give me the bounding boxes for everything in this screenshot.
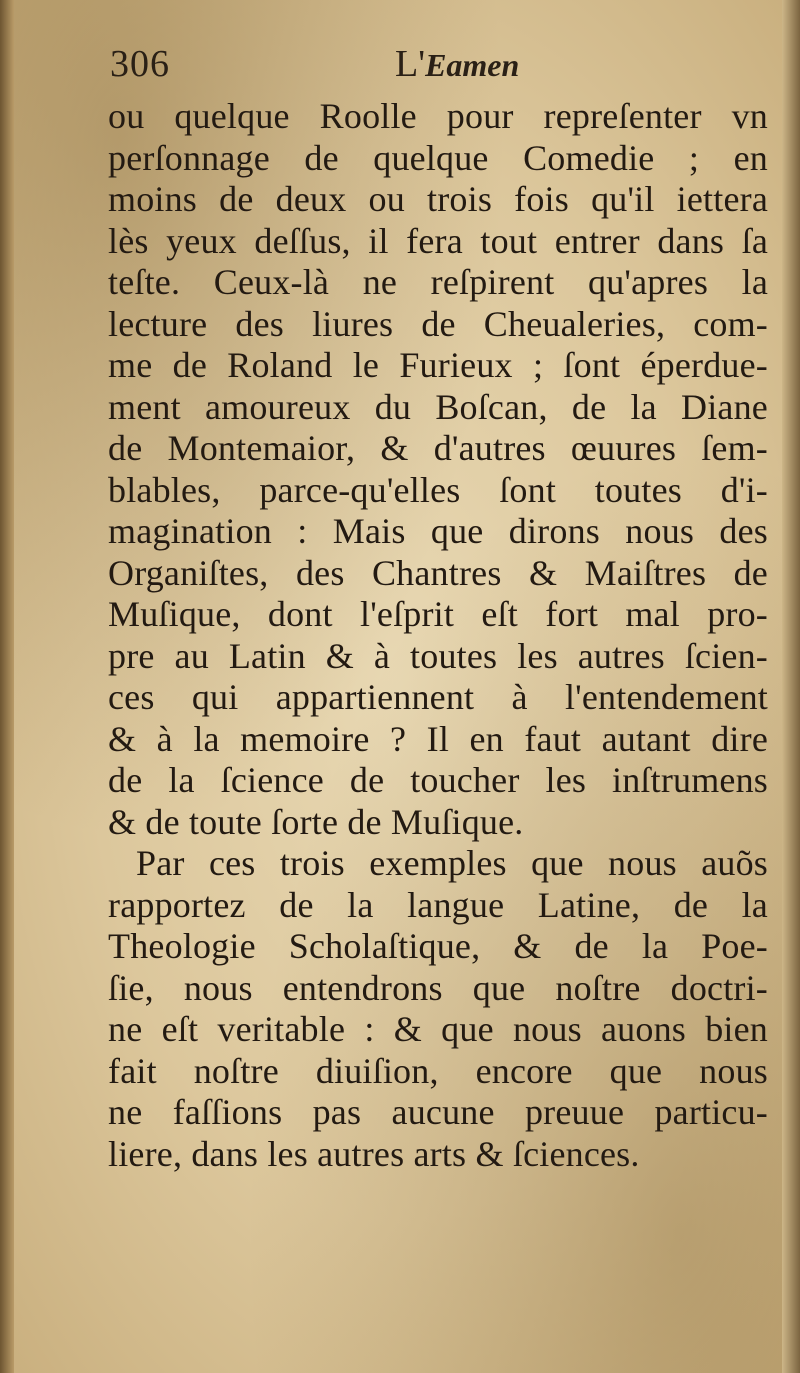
text-line: ou quelque Roolle pour repreſenter vn <box>108 96 768 136</box>
text-line: liere, dans les autres arts & ſciences. <box>108 1133 640 1174</box>
text-line: fait noſtre diuiſion, encore que nous <box>108 1050 768 1091</box>
text-line: ne faſſions pas aucune preuue particu- <box>108 1092 768 1132</box>
text-line: perſonnage de quelque Comedie ; en <box>108 137 768 178</box>
text-line: Theologie Scholaſtique, & de la Poe- <box>108 926 768 966</box>
text-line: me de Roland le Furieux ; ſont éperdue- <box>108 345 768 385</box>
running-head-lead: L' <box>395 43 426 85</box>
text-line: lecture des liures de Cheualeries, com- <box>108 303 768 344</box>
text-line: ne eſt veritable : & que nous auons bien <box>108 1009 768 1049</box>
text-line: de la ſcience de toucher les inſtrumens <box>108 760 768 800</box>
text-line: ment amoureux du Boſcan, de la Diane <box>108 386 768 427</box>
running-head-title: Eamen <box>425 47 520 83</box>
page-right-edge <box>782 0 800 1373</box>
text-line: Par ces trois exemples que nous auõs <box>136 843 768 883</box>
text-line: lès yeux deſſus, il fera tout entrer dans ſa <box>108 220 768 261</box>
text-line: Organiſtes, des Chantres & Maiſtres de <box>108 552 768 593</box>
body-text <box>108 96 768 1336</box>
page-header <box>110 42 730 92</box>
text-line: ces qui appartiennent à l'entendement <box>108 677 768 717</box>
text-line: magination : Mais que dirons nous des <box>108 511 768 551</box>
text-line: ſie, nous entendrons que noſtre doctri- <box>108 967 768 1008</box>
text-line: rapportez de la langue Latine, de la <box>108 884 768 925</box>
page-left-edge <box>0 0 14 1373</box>
text-line: pre au Latin & à toutes les autres ſcien- <box>108 635 768 676</box>
text-line: de Montemaior, & d'autres œuures ſem- <box>108 428 768 468</box>
text-line: & de toute ſorte de Muſique. <box>108 801 524 842</box>
running-head <box>395 42 519 86</box>
text-line: Muſique, dont l'eſprit eſt fort mal pro- <box>108 594 768 634</box>
text-line: moins de deux ou trois fois qu'il iettera <box>108 179 768 219</box>
page-number: 306 <box>110 43 170 85</box>
text-line: & à la memoire ? Il en faut autant dire <box>108 718 768 759</box>
text-line: teſte. Ceux-là ne reſpirent qu'apres la <box>108 262 768 302</box>
text-line: blables, parce-qu'elles ſont toutes d'i- <box>108 469 768 510</box>
